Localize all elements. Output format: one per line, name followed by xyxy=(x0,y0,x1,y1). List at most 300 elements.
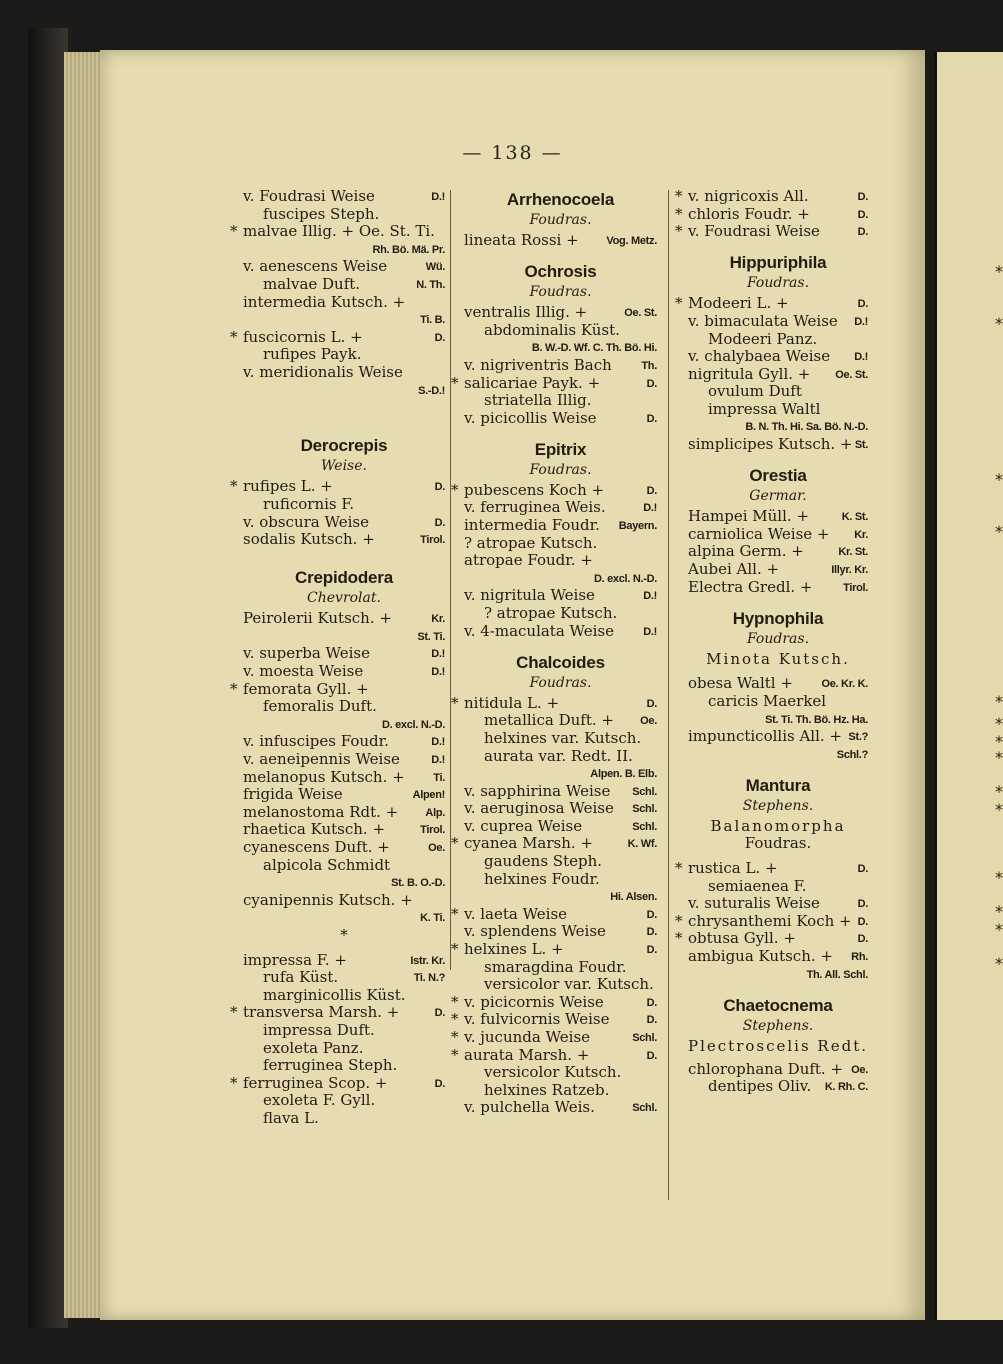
next-page-asterisk: * xyxy=(995,920,1003,939)
distribution-code: Oe. xyxy=(428,842,445,854)
species-entry xyxy=(243,258,445,276)
distribution-code: D.! xyxy=(643,502,657,515)
species-name: v. nigricoxis All. xyxy=(688,187,809,205)
species-name: rufa Küst. xyxy=(263,968,339,987)
species-name: striatella Illig. xyxy=(484,391,592,410)
species-name: v. superba Weise xyxy=(243,644,370,663)
species-name: v. pulchella Weis. xyxy=(464,1098,595,1117)
species-name: versicolor Kutsch. xyxy=(484,1063,622,1082)
distribution-code: D. xyxy=(434,1007,445,1020)
spacer xyxy=(688,241,868,252)
species-entry xyxy=(451,693,657,713)
distribution-code: D.! xyxy=(431,191,445,203)
distribution-code: Alpen. B. Elb. xyxy=(590,768,657,781)
genus-heading xyxy=(243,566,445,590)
species-entry xyxy=(688,383,868,401)
author-text: Foudras. xyxy=(529,674,592,691)
distribution-code: D. xyxy=(434,1077,445,1090)
distribution-code: Oe. St. xyxy=(835,368,868,381)
species-name: v. moesta Weise xyxy=(243,662,364,681)
species-entry xyxy=(243,610,445,628)
species-name: nigritula Gyll. + xyxy=(688,364,811,383)
asterisk-mark: * xyxy=(451,693,459,712)
species-name: v. ferruginea Weis. xyxy=(464,498,606,517)
distribution-code: D. xyxy=(857,933,868,946)
species-entry xyxy=(464,748,657,766)
species-name: ? atropae Kutsch. xyxy=(484,604,618,622)
species-entry xyxy=(230,1073,445,1093)
species-entry xyxy=(230,679,445,699)
center-text: Foudras. xyxy=(744,834,812,853)
species-entry xyxy=(243,804,445,822)
species-name: frigida Weise xyxy=(243,785,343,804)
distribution-code: Tirol. xyxy=(420,534,445,547)
species-entry xyxy=(464,587,657,605)
distribution-code: Schl. xyxy=(632,785,657,798)
species-entry xyxy=(464,730,657,748)
species-name: smaragdina Foudr. xyxy=(484,957,627,976)
species-name: v. chalybaea Weise xyxy=(688,347,831,366)
species-name: v. picicollis Weise xyxy=(464,408,597,427)
species-name: v. infuscipes Foudr. xyxy=(243,732,389,751)
species-name: aurata var. Redt. II. xyxy=(484,746,633,765)
distribution-code: D. xyxy=(646,908,657,921)
centered-line xyxy=(688,1038,868,1056)
species-name: Hampei Müll. + xyxy=(688,507,810,526)
next-page-asterisk: * xyxy=(995,732,1003,751)
distribution-code: K. Wf. xyxy=(627,838,657,851)
species-name: exoleta F. Gyll. xyxy=(263,1091,376,1110)
spacer xyxy=(464,427,657,438)
species-name: simplicipes Kutsch. + xyxy=(688,435,853,454)
species-entry xyxy=(243,1040,445,1058)
species-entry xyxy=(688,878,868,896)
genus-text: Epitrix xyxy=(534,439,587,459)
species-name: intermedia Kutsch. + xyxy=(243,292,406,311)
asterisk-mark: * xyxy=(675,222,683,241)
species-entry xyxy=(230,327,445,347)
distribution-code: D. xyxy=(646,412,657,425)
species-name: exoleta Panz. xyxy=(263,1038,364,1057)
species-entry xyxy=(464,1099,657,1117)
species-entry xyxy=(464,322,657,340)
distribution-code: St. Ti. Th. Bö. Hz. Ha. xyxy=(765,713,868,726)
species-name: helxines var. Kutsch. xyxy=(484,728,642,747)
spacer xyxy=(464,640,657,651)
species-entry xyxy=(243,874,445,892)
asterisk-mark: * xyxy=(675,859,683,878)
distribution-code: Rh. Bö. Mä. Pr. xyxy=(372,243,445,256)
genus-author xyxy=(243,458,445,478)
distribution-code: Vog. Metz. xyxy=(606,235,657,247)
species-entry xyxy=(451,373,657,393)
species-entry xyxy=(688,1078,868,1096)
distribution-code: B. N. Th. Hi. Sa. Bö. N.-D. xyxy=(745,421,868,434)
species-entry xyxy=(243,839,445,857)
distribution-code: Tirol. xyxy=(420,824,445,837)
column-left xyxy=(230,187,445,1128)
distribution-code: St.? xyxy=(848,731,868,744)
spacer xyxy=(464,250,657,261)
species-name: v. sapphirina Weise xyxy=(464,781,611,800)
species-name: helxines Ratzeb. xyxy=(484,1080,610,1099)
species-entry xyxy=(464,783,657,801)
book-page xyxy=(100,50,925,1320)
distribution-code: Th. All. Schl. xyxy=(806,968,868,981)
next-page-asterisk: * xyxy=(995,522,1003,541)
species-name: ferruginea Scop. + xyxy=(243,1073,388,1092)
species-name: v. cuprea Weise xyxy=(464,816,583,835)
species-entry xyxy=(230,477,445,496)
column-divider xyxy=(668,190,669,1200)
species-entry xyxy=(464,888,657,906)
species-name: gaudens Steph. xyxy=(484,852,603,871)
distribution-code: Schl. xyxy=(632,1032,657,1045)
asterisk-mark: * xyxy=(451,1045,459,1064)
species-name: v. nigriventris Bach xyxy=(464,355,612,374)
center-text: * xyxy=(340,925,348,944)
distribution-code: D. xyxy=(646,377,657,390)
species-name: ovulum Duft xyxy=(708,382,802,401)
species-entry xyxy=(243,382,445,400)
spacer xyxy=(688,596,868,607)
asterisk-mark: * xyxy=(675,294,683,313)
spacer xyxy=(243,549,445,567)
species-name: v. 4-maculata Weise xyxy=(464,621,614,640)
species-entry xyxy=(451,1045,657,1065)
species-entry xyxy=(243,514,445,532)
species-name: fuscipes Steph. xyxy=(263,204,380,223)
author-text: Chevrolat. xyxy=(307,590,381,607)
author-text: Weise. xyxy=(321,458,367,475)
asterisk-mark: * xyxy=(451,480,459,499)
species-name: flava L. xyxy=(263,1108,319,1127)
species-entry xyxy=(464,605,657,623)
species-entry xyxy=(688,526,868,544)
distribution-code: Schl.? xyxy=(836,748,868,761)
genus-heading xyxy=(688,774,868,798)
asterisk-mark: * xyxy=(230,679,238,698)
species-entry xyxy=(688,579,868,597)
species-entry xyxy=(675,187,868,206)
species-name: v. picicornis Weise xyxy=(464,992,604,1011)
species-name: Modeeri Panz. xyxy=(708,329,818,348)
genus-author xyxy=(688,275,868,295)
distribution-code: D. xyxy=(434,481,445,494)
distribution-code: D. xyxy=(857,208,868,221)
species-entry xyxy=(464,923,657,941)
next-page-asterisk: * xyxy=(995,954,1003,973)
genus-heading xyxy=(464,651,657,675)
distribution-code: D. excl. N.-D. xyxy=(593,572,657,585)
genus-text: Mantura xyxy=(745,775,811,795)
species-name: impressa Duft. xyxy=(263,1020,375,1039)
species-name: atropae Foudr. + xyxy=(464,551,593,570)
species-entry xyxy=(243,716,445,734)
species-name: melanostoma Rdt. + xyxy=(243,802,399,821)
species-entry xyxy=(243,733,445,751)
species-entry xyxy=(230,1003,445,1022)
species-name: alpina Germ. + xyxy=(688,542,804,561)
species-entry xyxy=(451,834,657,853)
species-name: transversa Marsh. + xyxy=(243,1003,400,1022)
genus-text: Crepidodera xyxy=(295,568,393,588)
species-name: ferruginea Steph. xyxy=(263,1056,398,1075)
species-entry xyxy=(675,294,868,313)
distribution-code: D. xyxy=(646,697,657,710)
species-name: cyanea Marsh. + xyxy=(464,834,594,853)
next-page-asterisk: * xyxy=(995,748,1003,767)
species-name: obtusa Gyll. + xyxy=(688,929,796,948)
next-page-asterisk: * xyxy=(995,868,1003,887)
spaced-text: Minota Kutsch. xyxy=(706,649,850,668)
distribution-code: D. excl. N.-D. xyxy=(381,718,445,731)
distribution-code: Alp. xyxy=(425,806,445,819)
species-entry xyxy=(451,480,657,500)
species-entry xyxy=(243,496,445,514)
species-entry xyxy=(464,976,657,994)
distribution-code: D.! xyxy=(854,315,868,328)
species-entry xyxy=(464,818,657,836)
genus-author xyxy=(688,488,868,508)
species-name: marginicollis Küst. xyxy=(263,985,406,1004)
species-name: v. bimaculata Weise xyxy=(688,311,838,330)
species-entry xyxy=(243,969,445,987)
species-entry xyxy=(243,276,445,294)
distribution-code: Oe. xyxy=(640,715,657,728)
species-name: rustica L. + xyxy=(688,859,778,878)
distribution-code: Tirol. xyxy=(843,581,868,594)
species-entry xyxy=(688,1061,868,1079)
genus-text: Ochrosis xyxy=(524,262,597,282)
species-name: intermedia Foudr. xyxy=(464,516,600,535)
next-page-asterisk: * xyxy=(995,902,1003,921)
species-name: versicolor var. Kutsch. xyxy=(484,975,654,994)
next-page-asterisk: * xyxy=(995,800,1003,819)
species-name: malvae Duft. xyxy=(263,274,361,293)
species-name: v. meridionalis Weise xyxy=(243,362,403,381)
species-name: nitidula L. + xyxy=(464,693,560,712)
asterisk-mark: * xyxy=(451,1028,459,1047)
species-name: Peirolerii Kutsch. + xyxy=(243,609,392,628)
distribution-code: Th. xyxy=(641,359,657,372)
next-page-asterisk: * xyxy=(995,782,1003,801)
asterisk-mark: * xyxy=(451,373,459,392)
species-entry xyxy=(688,966,868,984)
species-entry xyxy=(688,418,868,436)
next-page-asterisk: * xyxy=(995,714,1003,733)
genus-text: Hippuriphila xyxy=(729,253,827,273)
species-entry xyxy=(688,711,868,729)
species-name: femorata Gyll. + xyxy=(243,679,369,698)
distribution-code: D.! xyxy=(643,625,657,638)
distribution-code: D.! xyxy=(854,351,868,364)
asterisk-mark: * xyxy=(451,834,459,853)
distribution-code: B. W.-D. Wf. C. Th. Bö. Hi. xyxy=(531,342,657,355)
page-edges xyxy=(64,52,104,1318)
species-name: lineata Rossi + xyxy=(464,231,579,249)
distribution-code: Alpen! xyxy=(412,789,445,802)
genus-heading xyxy=(464,260,657,284)
species-entry xyxy=(243,311,445,329)
column-middle xyxy=(451,188,657,1117)
species-name: malvae Illig. + Oe. St. Ti. xyxy=(243,222,435,241)
species-name: v. aeneipennis Weise xyxy=(243,750,400,769)
spaced-text: Balanomorpha xyxy=(710,816,846,835)
species-name: rufipes Payk. xyxy=(263,345,362,364)
species-entry xyxy=(464,712,657,730)
species-name: aurata Marsh. + xyxy=(464,1045,590,1064)
genus-heading xyxy=(688,251,868,275)
species-entry xyxy=(243,364,445,382)
page-number: — 138 — xyxy=(462,142,563,164)
distribution-code: Bayern. xyxy=(618,520,657,533)
genus-text: Derocrepis xyxy=(300,436,388,456)
species-name: impressa Waltl xyxy=(708,399,821,418)
author-text: Foudras. xyxy=(529,212,592,228)
next-page-asterisk: * xyxy=(995,470,1003,489)
distribution-code: D. xyxy=(646,926,657,939)
asterisk-mark: * xyxy=(675,929,683,948)
species-entry xyxy=(464,959,657,977)
species-entry xyxy=(464,410,657,428)
distribution-code: Kr. xyxy=(431,613,445,626)
distribution-code: St. Ti. xyxy=(417,630,445,643)
species-entry xyxy=(451,1010,657,1029)
species-name: impressa F. + xyxy=(243,950,347,969)
species-entry xyxy=(243,1092,445,1110)
species-entry xyxy=(464,499,657,517)
species-entry xyxy=(688,436,868,454)
distribution-code: D. xyxy=(646,1049,657,1062)
species-entry xyxy=(451,904,657,924)
author-text: Germar. xyxy=(749,488,807,505)
species-name: cyanescens Duft. + xyxy=(243,838,390,856)
distribution-code: Kr. xyxy=(854,528,868,541)
spaced-text: Plectroscelis Redt. xyxy=(688,1036,869,1055)
genus-text: Orestia xyxy=(749,466,807,486)
species-entry xyxy=(243,294,445,312)
species-name: caricis Maerkel xyxy=(708,691,827,710)
genus-author xyxy=(464,462,657,482)
distribution-code: Schl. xyxy=(632,820,657,833)
genus-heading xyxy=(464,438,657,462)
distribution-code: K. Ti. xyxy=(420,912,445,925)
distribution-code: D.! xyxy=(431,754,445,767)
next-page-asterisk: * xyxy=(995,692,1003,711)
species-name: femoralis Duft. xyxy=(263,697,377,716)
species-entry xyxy=(688,746,868,764)
species-name: melanopus Kutsch. + xyxy=(243,767,405,786)
spacer xyxy=(688,983,868,994)
species-entry xyxy=(243,909,445,927)
species-entry xyxy=(464,392,657,410)
centered-line xyxy=(688,835,868,853)
species-name: semiaenea F. xyxy=(708,876,807,895)
species-name: chloris Foudr. + xyxy=(688,204,810,223)
species-name: ambigua Kutsch. + xyxy=(688,947,833,966)
genus-author xyxy=(688,631,868,651)
genus-text: Chalcoides xyxy=(516,652,605,672)
species-entry xyxy=(464,304,657,322)
species-name: fuscicornis L. + xyxy=(243,327,363,346)
book-binding xyxy=(28,28,68,1328)
species-name: chlorophana Duft. + xyxy=(688,1059,844,1078)
species-name: alpicola Schmidt xyxy=(263,855,391,874)
species-name: v. jucunda Weise xyxy=(464,1028,591,1047)
species-entry xyxy=(243,346,445,364)
species-name: Electra Gredl. + xyxy=(688,577,813,596)
distribution-code: D.! xyxy=(431,666,445,679)
author-text: Foudras. xyxy=(529,284,592,301)
column-right xyxy=(675,187,869,1096)
species-entry xyxy=(675,204,868,224)
species-name: dentipes Oliv. xyxy=(708,1077,812,1096)
asterisk-mark: * xyxy=(230,222,238,241)
species-name: v. obscura Weise xyxy=(243,512,369,531)
distribution-code: Ti. xyxy=(433,771,445,784)
species-entry xyxy=(243,892,445,910)
species-entry xyxy=(243,698,445,716)
species-name: Modeeri L. + xyxy=(688,294,789,313)
distribution-code: Oe. St. xyxy=(624,307,657,320)
distribution-code: D. xyxy=(646,484,657,497)
distribution-code: D. xyxy=(857,863,868,876)
species-entry xyxy=(464,232,657,250)
species-name: sodalis Kutsch. + xyxy=(243,530,375,549)
distribution-code: Ti. B. xyxy=(420,314,445,327)
genus-heading xyxy=(688,464,868,488)
species-entry xyxy=(688,728,868,746)
centered-line xyxy=(688,651,868,669)
distribution-code: S.-D.! xyxy=(418,384,445,397)
distribution-code: Hi. Alsen. xyxy=(610,891,657,904)
species-entry xyxy=(688,675,868,693)
species-entry xyxy=(675,222,868,241)
species-name: impuncticollis All. + xyxy=(688,727,842,746)
species-entry xyxy=(243,1022,445,1040)
asterisk-mark: * xyxy=(675,911,683,930)
author-text: Stephens. xyxy=(742,797,814,814)
species-entry xyxy=(464,570,657,588)
species-name: Aubei All. + xyxy=(688,560,780,578)
distribution-code: Oe. Kr. K. xyxy=(821,678,868,691)
species-name: pubescens Koch + xyxy=(464,480,605,499)
distribution-code: St. B. O.-D. xyxy=(391,877,445,890)
species-entry xyxy=(688,508,868,526)
genus-author xyxy=(464,675,657,695)
distribution-code: Wü. xyxy=(425,261,445,274)
distribution-code: Rh. xyxy=(851,951,868,964)
species-entry xyxy=(675,859,868,878)
species-entry xyxy=(464,357,657,375)
asterisk-mark: * xyxy=(451,1010,459,1029)
species-entry xyxy=(464,1082,657,1100)
asterisk-mark: * xyxy=(230,1073,238,1092)
species-entry xyxy=(243,987,445,1005)
distribution-code: Ti. N.? xyxy=(413,972,445,985)
genus-author xyxy=(688,1018,868,1038)
distribution-code: D. xyxy=(646,944,657,957)
centered-line xyxy=(688,818,868,836)
distribution-code: D. xyxy=(857,298,868,311)
species-entry xyxy=(243,821,445,839)
genus-text: Arrhenocoela xyxy=(506,190,615,209)
species-entry xyxy=(688,948,868,966)
species-entry xyxy=(464,623,657,641)
distribution-code: D. xyxy=(857,898,868,911)
species-name: rhaetica Kutsch. + xyxy=(243,820,386,839)
